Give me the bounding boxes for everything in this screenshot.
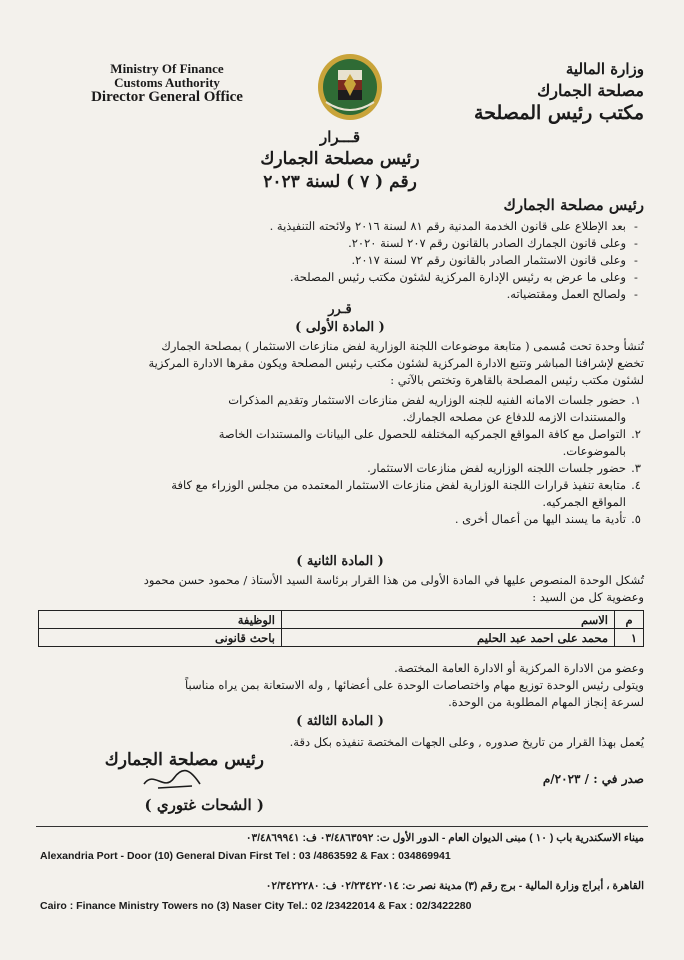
ministry-name-en: Ministry Of Finance [110, 61, 224, 76]
preamble-heading: رئيس مصلحة الجمارك [503, 196, 644, 214]
footer-alexandria-ar: ميناء الاسكندرية باب ( ١٠ ) مبنى الديوان العام - الدور الأول ت: ٠٣/٤٨٦٣٥٩٢ ف: ٠٣/٤٨٦٩٩٤١ [245, 832, 644, 844]
article1-tasks [36, 392, 646, 528]
article2-outro-line: ويتولى رئيس الوحدة توزيع مهام واختصاصات الوحدة على أعضائها , وله الاستعانة بمن يراه مناسباً [184, 678, 644, 692]
office-name-ar: مكتب رئيس المصلحة [474, 102, 644, 124]
article3-heading: ( المادة الثالثة ) [296, 714, 384, 729]
footer-alexandria-en: Alexandria Port - Door (10) General Divan First Tel : 03 /4863592 & Fax : 034869941 [40, 850, 451, 862]
preamble-item: - وعلى قانون الاستثمار الصادر بالقانون رقم ٧٢ لسنة ٢٠١٧. [351, 253, 638, 267]
preamble-item: - ولصالح العمل ومقتضياته. [506, 287, 638, 301]
ministry-name-ar: وزارة المالية [565, 60, 644, 78]
decided-label: قـرر [328, 302, 352, 317]
decree-label: قـــرار [319, 128, 361, 146]
article1-intro [36, 338, 644, 389]
task-item: ٤. متابعة تنفيذ قرارات اللجنة الوزارية لفض منازعات الاستثمار المعتمده من مجلس الوزراء مع كافة [171, 478, 641, 492]
table-row [39, 629, 644, 647]
signature-title: رئيس مصلحة الجمارك [104, 750, 264, 770]
table-header-row [39, 611, 644, 629]
task-item-continued: والمستندات الازمه للدفاع عن مصلحه الجمارك. [402, 410, 626, 424]
preamble-item: - وعلى ما عرض به رئيس الإدارة المركزية لشئون مكتب رئيس المصلحة. [289, 270, 638, 284]
decree-number: رقم ( ٧ ) لسنة ٢٠٢٣ [263, 172, 417, 192]
task-item: ١. حضور جلسات الامانه الفنيه للجنه الوزاريه لفض منازعات الاستثمار وتقديم المذكرات [228, 393, 641, 407]
member-name: محمد على احمد عبد الحليم [282, 629, 615, 647]
article2-heading: ( المادة الثانية ) [296, 554, 384, 569]
article3-text: يُعمل بهذا القرار من تاريخ صدوره , وعلى الجهات المختصة تنفيذه بكل دقة. [289, 735, 644, 749]
preamble-item: - وعلى قانون الجمارك الصادر بالقانون رقم ٢٠٧ لسنة ٢٠٢٠. [348, 236, 638, 250]
task-item: ٣. حضور جلسات اللجنه الوزاريه لفض منازعات الاستثمار. [367, 461, 641, 475]
office-name-en: Director General Office [91, 89, 243, 105]
members-table [38, 610, 644, 647]
authority-name-ar: مصلحة الجمارك [537, 81, 644, 100]
article1-intro-line: تُنشأ وحدة تحت مُسمى ( متابعة موضوعات اللجنة الوزارية لفض منازعات الاستثمار ) بمصلحة الجمارك [161, 339, 644, 353]
customs-emblem-icon [316, 52, 384, 122]
english-letterhead [72, 62, 262, 104]
article2-intro [36, 572, 644, 606]
article1-intro-line: لشئون مكتب رئيس المصلحة بالقاهرة وتختص بالآتي : [390, 373, 644, 387]
article2-outro [36, 660, 644, 711]
task-item: ٢. التواصل مع كافة المواقع الجمركيه المختلفه للحصول على البيانات والمستندات الخاصة [218, 427, 641, 441]
footer-cairo-ar: القاهرة ، أبراج وزارة المالية - برج رقم (٣) مدينة نصر ت: ٠٢/٢٣٤٢٢٠١٤ ف: ٠٢/٣٤٢٢٢٨٠ [265, 880, 644, 892]
issue-date: صدر في : / ٢٠٢٣/م [542, 772, 644, 786]
preamble-list [36, 218, 646, 303]
decree-issuer: رئيس مصلحة الجمارك [260, 149, 420, 169]
task-item: ٥. تأدية ما يسند اليها من أعمال أخرى . [454, 512, 641, 526]
article1-intro-line: تخضع لإشرافنا المباشر وتتبع الادارة المركزية لشئون مكتب رئيس المصلحة ويكون مقرها الادارة المركزية [148, 356, 644, 370]
member-index: ١ [615, 629, 644, 647]
article1-heading: ( المادة الأولى ) [295, 320, 385, 335]
task-item-continued: بالموضوعات. [562, 444, 626, 458]
article2-outro-line: لسرعة إنجاز المهام المطلوبة من الوحدة. [448, 695, 644, 709]
col-name-header: الاسم [282, 611, 615, 629]
signatory-name: ( الشحات غتوري ) [144, 796, 264, 814]
footer-cairo-en: Cairo : Finance Ministry Towers no (3) Naser City Tel.: 02 /23422014 & Fax : 02/3422280 [40, 900, 472, 912]
arabic-letterhead [424, 58, 644, 124]
member-job: باحث قانونى [39, 629, 282, 647]
col-index-header: م [615, 611, 644, 629]
preamble-item: - بعد الإطلاع على قانون الخدمة المدنية رقم ٨١ لسنة ٢٠١٦ ولائحته التنفيذية . [269, 219, 638, 233]
article2-intro-line: تُشكل الوحدة المنصوص عليها في المادة الأولى من هذا القرار برئاسة السيد الأستاذ / محمود حسن محمود [143, 573, 644, 587]
customs-logo [316, 52, 384, 122]
article2-outro-line: وعضو من الادارة المركزية أو الادارة العامة المختصة. [394, 661, 644, 675]
authority-name-en: Customs Authority [114, 75, 220, 90]
task-item-continued: المواقع الجمركيه. [542, 495, 626, 509]
handwritten-signature [140, 766, 210, 794]
footer-divider [36, 826, 648, 827]
article2-intro-line: وعضوية كل من السيد : [532, 590, 644, 604]
col-job-header: الوظيفة [39, 611, 282, 629]
